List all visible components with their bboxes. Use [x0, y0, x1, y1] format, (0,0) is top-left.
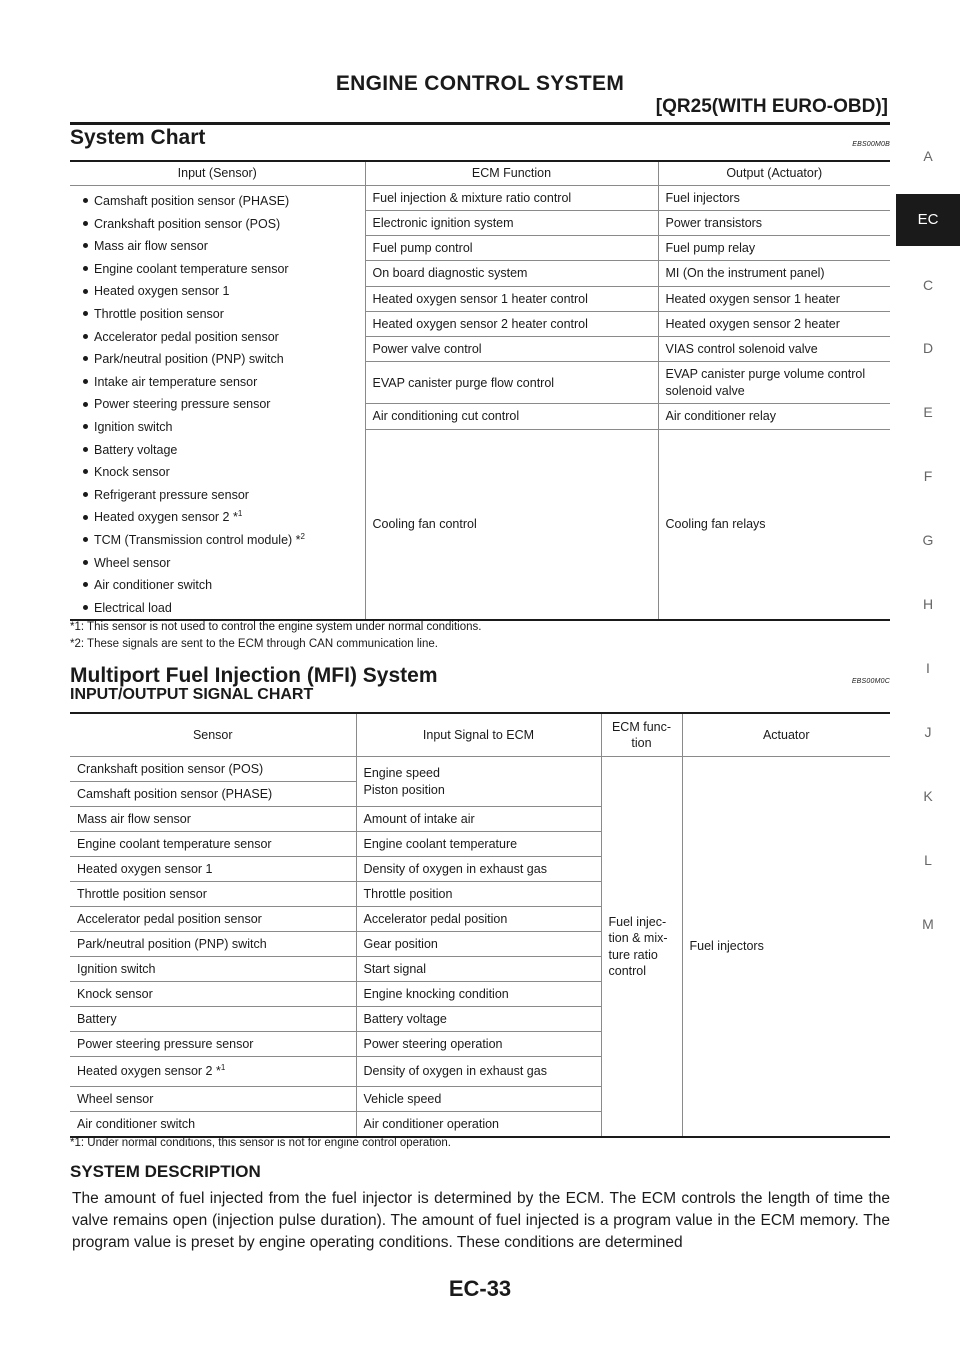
- output-cell: Heated oxygen sensor 2 heater: [658, 311, 890, 336]
- input-sensor-list: [70, 186, 365, 621]
- ecm-function-cell: Cooling fan control: [365, 429, 658, 620]
- output-cell: Air conditioner relay: [658, 404, 890, 429]
- input-signal-cell: Accelerator pedal position: [356, 907, 601, 932]
- system-chart-code: EBS00M0B: [852, 141, 890, 148]
- input-signal-cell: Air conditioner operation: [356, 1112, 601, 1138]
- column-header: ECM Function: [365, 161, 658, 186]
- system-chart-table: [70, 160, 890, 621]
- sensor-cell: Engine coolant temperature sensor: [70, 832, 356, 857]
- sensor-cell: Wheel sensor: [70, 1087, 356, 1112]
- input-signal-cell: Amount of intake air: [356, 807, 601, 832]
- output-cell: Cooling fan relays: [658, 429, 890, 620]
- input-signal-cell: Density of oxygen in exhaust gas: [356, 857, 601, 882]
- list-item: Air conditioner switch: [77, 574, 358, 597]
- table-row: [70, 757, 890, 782]
- sensor-cell: Ignition switch: [70, 957, 356, 982]
- sensor-cell: Knock sensor: [70, 982, 356, 1007]
- list-item: Heated oxygen sensor 2 *$^1$: [77, 506, 358, 529]
- sensor-cell: Park/neutral position (PNP) switch: [70, 932, 356, 957]
- input-signal-cell: Engine speed Piston position: [356, 757, 601, 807]
- input-signal-cell: Gear position: [356, 932, 601, 957]
- sensor-cell: Camshaft position sensor (PHASE): [70, 782, 356, 807]
- side-index-e[interactable]: E: [923, 404, 933, 420]
- column-header: Actuator: [682, 713, 890, 757]
- side-index-j[interactable]: J: [924, 724, 932, 740]
- side-index-a[interactable]: A: [923, 148, 933, 164]
- ecm-function-cell: EVAP canister purge flow control: [365, 362, 658, 404]
- output-cell: Fuel pump relay: [658, 236, 890, 261]
- sensor-cell: Battery: [70, 1007, 356, 1032]
- side-index-c[interactable]: C: [922, 277, 934, 293]
- output-cell: EVAP canister purge volume control solenoid valve: [658, 362, 890, 404]
- side-index-d[interactable]: D: [922, 340, 934, 356]
- sensor-cell: Air conditioner switch: [70, 1112, 356, 1138]
- input-signal-cell: Battery voltage: [356, 1007, 601, 1032]
- ecm-function-cell: Fuel pump control: [365, 236, 658, 261]
- header-rule: [70, 122, 890, 125]
- input-signal-cell: Density of oxygen in exhaust gas: [356, 1057, 601, 1087]
- ecm-function-cell: Heated oxygen sensor 1 heater control: [365, 286, 658, 311]
- list-item: Battery voltage: [77, 439, 358, 462]
- sensor-cell: Power steering pressure sensor: [70, 1032, 356, 1057]
- page-number: EC-33: [448, 1276, 512, 1301]
- input-signal-cell: Power steering operation: [356, 1032, 601, 1057]
- list-item: Wheel sensor: [77, 552, 358, 575]
- side-index-f[interactable]: F: [923, 468, 933, 484]
- side-index-h[interactable]: H: [922, 596, 934, 612]
- page-header-subtitle: [QR25(WITH EURO-OBD)]: [655, 96, 888, 117]
- list-item: Camshaft position sensor (PHASE): [77, 190, 358, 213]
- list-item: Mass air flow sensor: [77, 235, 358, 258]
- ecm-function-cell: Power valve control: [365, 336, 658, 361]
- side-index-l[interactable]: L: [924, 852, 932, 868]
- list-item: Heated oxygen sensor 1: [77, 280, 358, 303]
- output-cell: Fuel injectors: [658, 186, 890, 211]
- io-signal-table: [70, 712, 890, 1138]
- column-header: Output (Actuator): [658, 161, 890, 186]
- ecm-function-cell: Fuel injec- tion & mix- ture ratio control: [601, 757, 682, 1138]
- side-index-g[interactable]: G: [922, 532, 934, 548]
- list-item: Park/neutral position (PNP) switch: [77, 348, 358, 371]
- table-header-row: [70, 713, 890, 757]
- ecm-function-cell: Fuel injection & mixture ratio control: [365, 186, 658, 211]
- side-index-k[interactable]: K: [923, 788, 933, 804]
- column-header: ECM func- tion: [601, 713, 682, 757]
- input-signal-cell: Throttle position: [356, 882, 601, 907]
- list-item: Knock sensor: [77, 461, 358, 484]
- side-index-i[interactable]: I: [926, 660, 930, 676]
- ecm-function-cell: Air conditioning cut control: [365, 404, 658, 429]
- sensor-cell: Throttle position sensor: [70, 882, 356, 907]
- input-signal-cell: Engine knocking condition: [356, 982, 601, 1007]
- list-item: Electrical load: [77, 597, 358, 620]
- system-chart-footnote-1: *1: This sensor is not used to control the engine system under normal conditions.: [70, 621, 482, 633]
- input-signal-cell: Engine coolant temperature: [356, 832, 601, 857]
- mfi-title: Multiport Fuel Injection (MFI) System: [70, 664, 438, 687]
- list-item: Crankshaft position sensor (POS): [77, 213, 358, 236]
- ecm-function-cell: On board diagnostic system: [365, 261, 658, 286]
- list-item: Power steering pressure sensor: [77, 393, 358, 416]
- ecm-function-cell: Heated oxygen sensor 2 heater control: [365, 311, 658, 336]
- column-header: Input Signal to ECM: [356, 713, 601, 757]
- output-cell: MI (On the instrument panel): [658, 261, 890, 286]
- system-chart-footnote-2: *2: These signals are sent to the ECM through CAN communication line.: [70, 638, 438, 650]
- table-row: [70, 186, 890, 211]
- list-item: Engine coolant temperature sensor: [77, 258, 358, 281]
- sensor-cell: Crankshaft position sensor (POS): [70, 757, 356, 782]
- sensor-cell: Heated oxygen sensor 2 *$^1$: [70, 1057, 356, 1087]
- system-chart-title: System Chart: [70, 126, 206, 149]
- actuator-cell: Fuel injectors: [682, 757, 890, 1138]
- system-description-heading: SYSTEM DESCRIPTION: [70, 1162, 261, 1181]
- table-header-row: [70, 161, 890, 186]
- mfi-footnote: *1: Under normal conditions, this sensor is not for engine control operation.: [70, 1137, 451, 1149]
- input-signal-cell: Start signal: [356, 957, 601, 982]
- list-item: Throttle position sensor: [77, 303, 358, 326]
- ecm-function-cell: Electronic ignition system: [365, 211, 658, 236]
- list-item: Ignition switch: [77, 416, 358, 439]
- page-header-title: ENGINE CONTROL SYSTEM: [335, 72, 625, 95]
- sensor-cell: Accelerator pedal position sensor: [70, 907, 356, 932]
- column-header: Sensor: [70, 713, 356, 757]
- io-signal-chart-title: INPUT/OUTPUT SIGNAL CHART: [70, 686, 314, 703]
- output-cell: Power transistors: [658, 211, 890, 236]
- list-item: Accelerator pedal position sensor: [77, 326, 358, 349]
- column-header: Input (Sensor): [70, 161, 365, 186]
- list-item: Refrigerant pressure sensor: [77, 484, 358, 507]
- side-index-ec[interactable]: EC: [896, 194, 960, 246]
- mfi-code: EBS00M0C: [851, 678, 890, 685]
- input-signal-cell: Vehicle speed: [356, 1087, 601, 1112]
- output-cell: Heated oxygen sensor 1 heater: [658, 286, 890, 311]
- list-item: TCM (Transmission control module) *$^2$: [77, 529, 358, 552]
- sensor-cell: Mass air flow sensor: [70, 807, 356, 832]
- system-description-text: The amount of fuel injected from the fuel injector is determined by the ECM. The ECM controls the length of time the valve remains open (injection pulse duration). The amount of fuel injected is a program value in the ECM memory. The program value is preset by engine operating conditions. These conditions are determined: [72, 1190, 890, 1251]
- list-item: Intake air temperature sensor: [77, 371, 358, 394]
- side-index-m[interactable]: M: [922, 916, 934, 932]
- output-cell: VIAS control solenoid valve: [658, 336, 890, 361]
- sensor-cell: Heated oxygen sensor 1: [70, 857, 356, 882]
